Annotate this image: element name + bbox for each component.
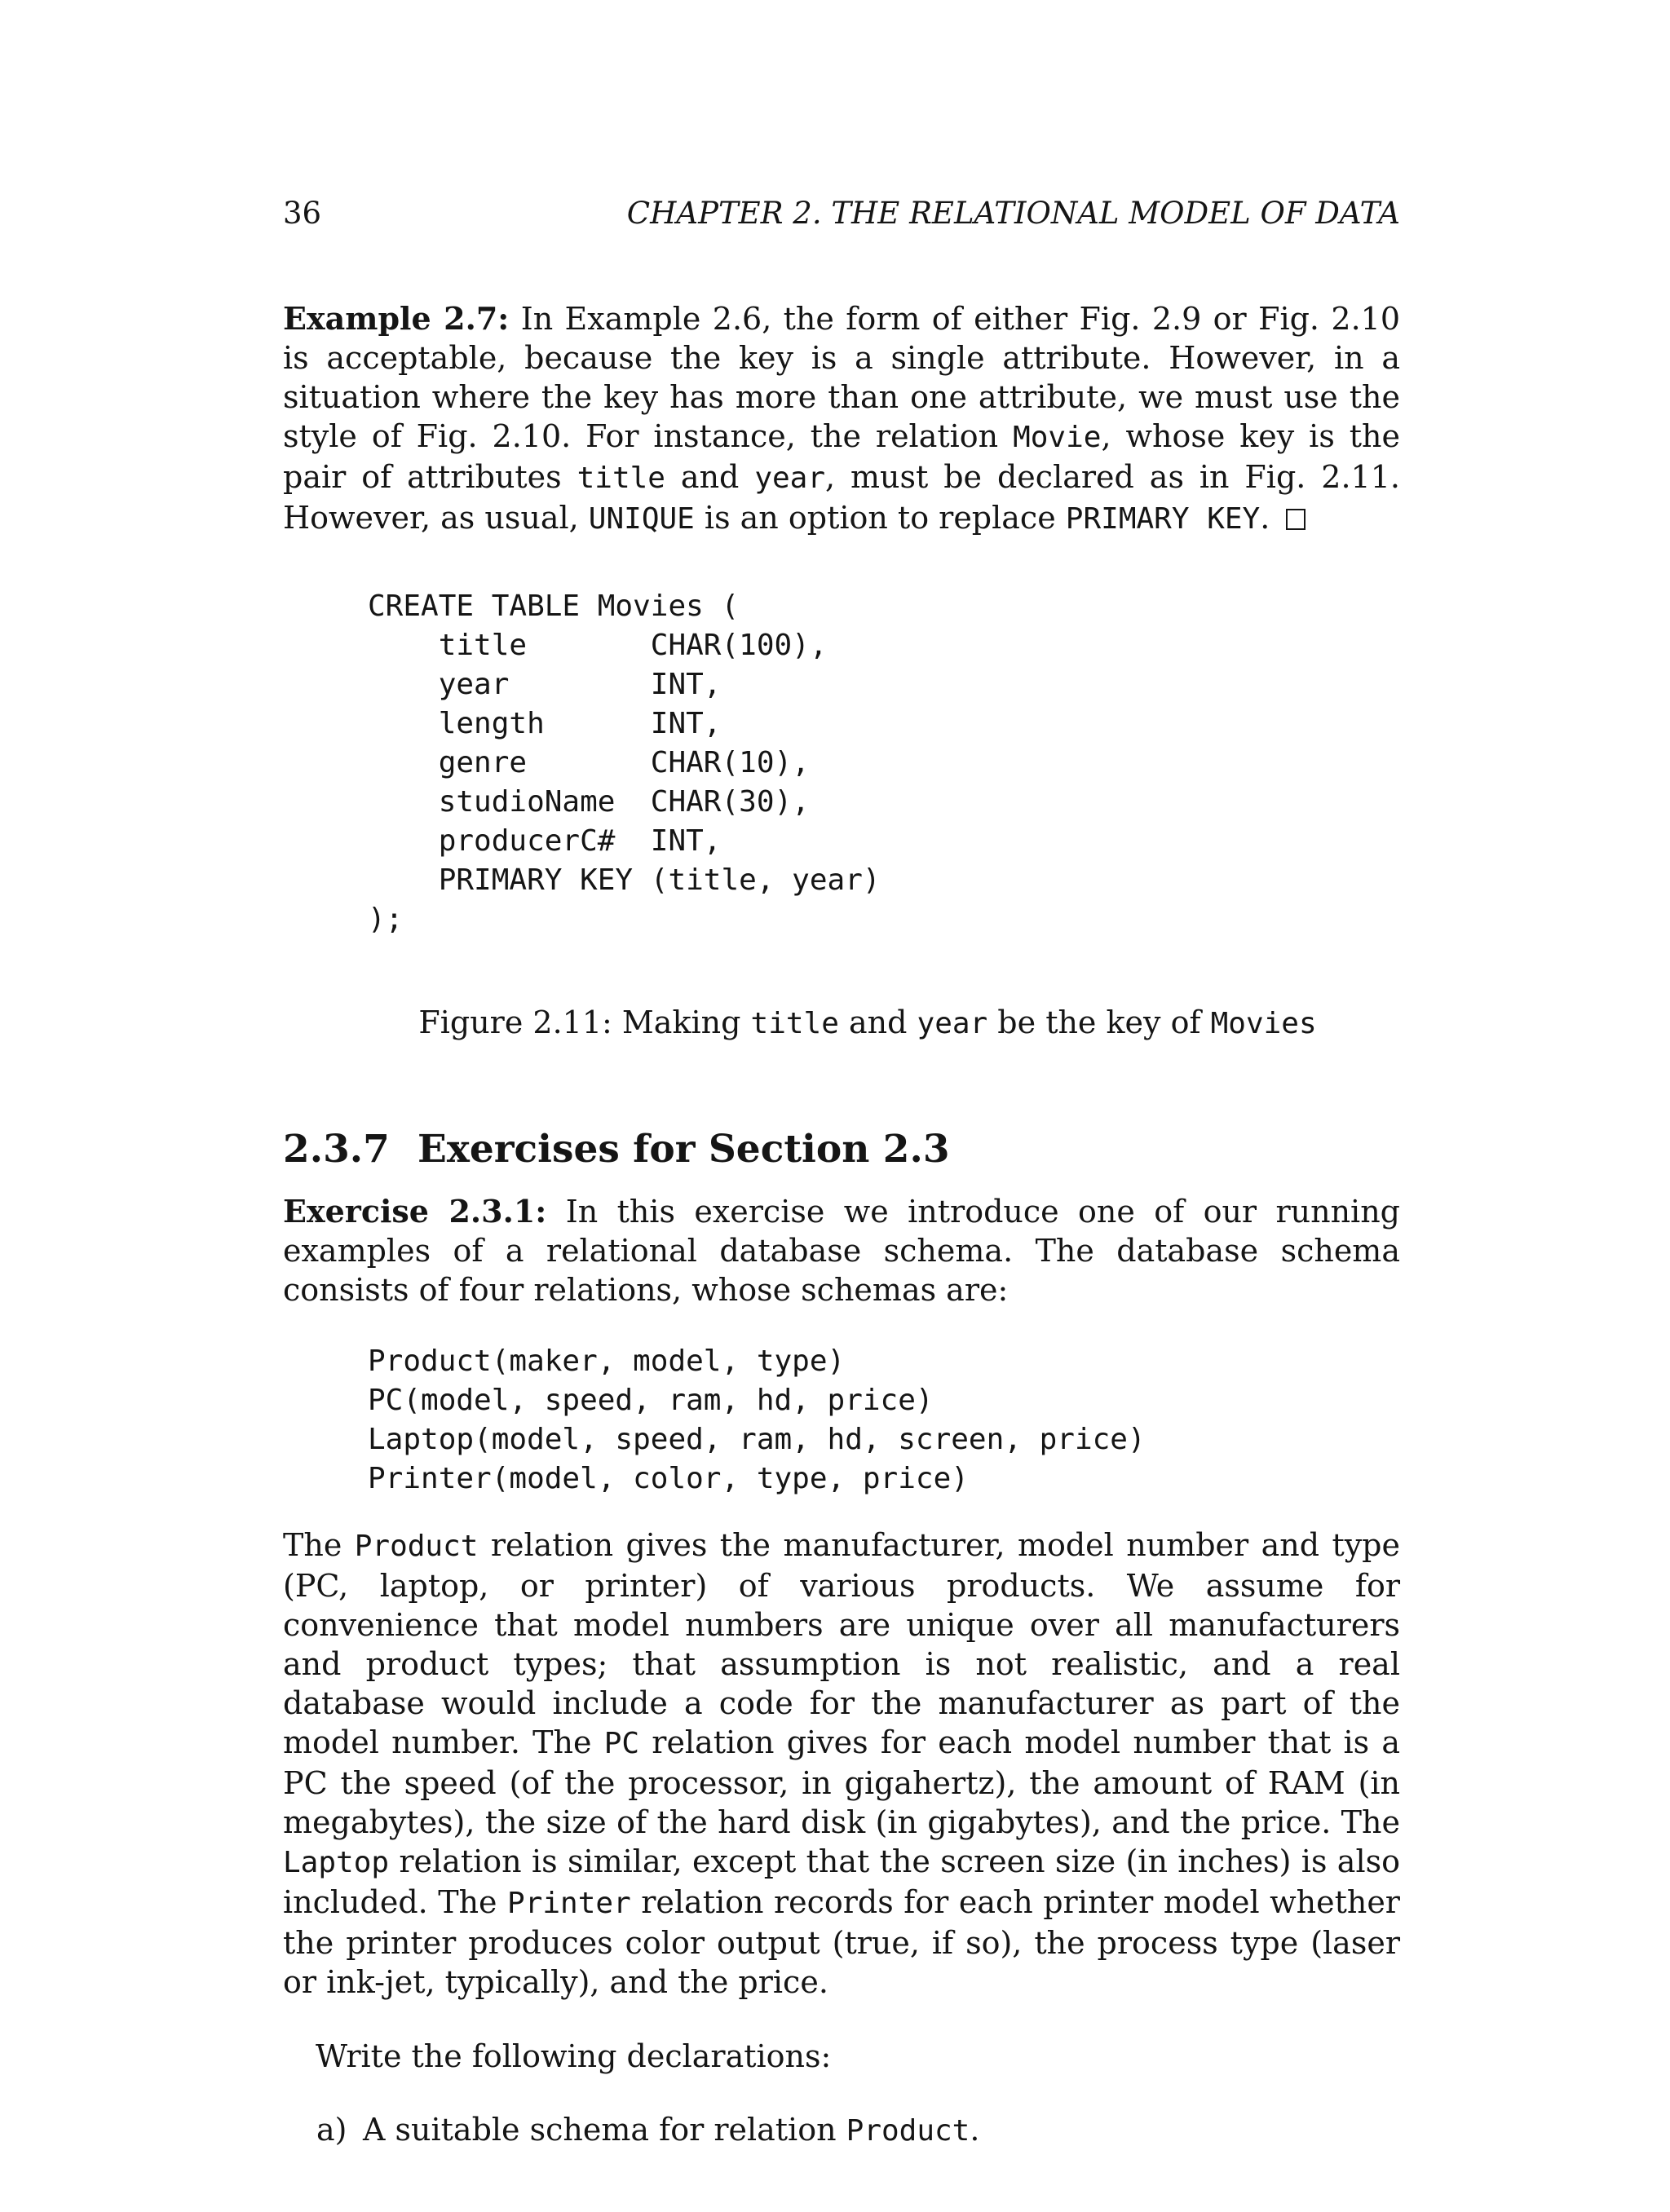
description-text: The <box>283 1527 355 1563</box>
code-line: year INT, <box>368 668 722 701</box>
description-text: relation gives for each model number that is a PC the speed (of the processor, in gigahertz), the amount of RAM (in megabytes), the size of the hard disk (in gigabytes), and the price. The <box>283 1724 1400 1840</box>
caption-text: and <box>838 1004 917 1040</box>
example-text: In Example 2.6, the form of either Fig. 2.9 or Fig. 2.10 is acceptable, because the key is a single attribute. However, in a situation where the key has more than one attribute, we must use the style of Fig. 2.10. For instance, the relation <box>283 301 1401 454</box>
code-line: ); <box>368 903 404 936</box>
schema-line: Laptop(model, speed, ram, hd, screen, price) <box>368 1423 1146 1456</box>
exercise-label: Exercise 2.3.1: <box>283 1193 547 1230</box>
exercise-text: In this exercise we introduce one of our running examples of a relational database schema. The database schema consists of four relations, whose schemas are: <box>283 1194 1401 1308</box>
description-text: relation is similar, except that the screen size (in inches) is also included. The <box>283 1843 1400 1920</box>
description-text: relation records for each printer model whether the printer produces color output (true, if so), the process type (laser or ink-jet, typically), and the price. <box>283 1884 1400 2000</box>
example-label: Example 2.7: <box>283 300 510 337</box>
example-text: , must be declared as in Fig. 2.11. However, as usual, <box>283 459 1400 536</box>
end-of-example-icon <box>1286 509 1306 530</box>
inline-code: Movies <box>1210 1007 1317 1040</box>
figure-code-block <box>368 587 881 939</box>
code-line: length INT, <box>368 707 722 740</box>
description-text: relation gives the manufacturer, model number and type (PC, laptop, or printer) of various products. We assume for convenience that model numbers are unique over all manufacturers and product types; that assumption is not realistic, and a real database would include a code for the manufacturer as part of the model number. The <box>283 1527 1400 1760</box>
code-line: PRIMARY KEY (title, year) <box>368 863 881 897</box>
code-line: title CHAR(100), <box>368 629 828 662</box>
page-header <box>283 196 1400 245</box>
schema-line: Product(maker, model, type) <box>368 1344 846 1378</box>
schema-list <box>368 1342 1146 1499</box>
inline-code: UNIQUE <box>588 502 695 536</box>
inline-code: Printer <box>507 1887 631 1920</box>
example-text: . <box>1260 500 1270 536</box>
inline-code: title <box>577 461 665 495</box>
code-line: producerC# INT, <box>368 824 722 858</box>
inline-code: year <box>917 1007 988 1040</box>
caption-text: be the key of <box>987 1004 1211 1040</box>
list-marker: a) <box>316 2112 347 2148</box>
section-title: Exercises for Section 2.3 <box>418 1127 950 1172</box>
running-head: CHAPTER 2. THE RELATIONAL MODEL OF DATA <box>626 196 1400 231</box>
list-item-end: . <box>970 2112 980 2148</box>
exercise-paragraph <box>283 1192 1400 1309</box>
inline-code: PRIMARY KEY <box>1065 502 1261 536</box>
list-item-text: A suitable schema for relation <box>363 2112 846 2148</box>
instruction-text: Write the following declarations: <box>316 2038 832 2074</box>
page-number: 36 <box>283 196 322 231</box>
schema-line: Printer(model, color, type, price) <box>368 1462 969 1495</box>
code-line: CREATE TABLE Movies ( <box>368 589 740 623</box>
list-item <box>316 2112 979 2148</box>
code-line: genre CHAR(10), <box>368 746 810 779</box>
description-paragraph <box>283 1525 1400 2002</box>
example-text: is an option to replace <box>694 500 1066 536</box>
caption-text: Figure 2.11: Making <box>418 1004 751 1040</box>
inline-code: PC <box>603 1727 640 1760</box>
example-text: and <box>665 459 755 495</box>
example-text: , whose key is the pair of attributes <box>283 418 1400 495</box>
section-heading <box>283 1127 950 1172</box>
code-line: studioName CHAR(30), <box>368 785 810 819</box>
figure-caption <box>0 1004 1670 1040</box>
inline-code: Movie <box>1013 421 1102 454</box>
inline-code: title <box>750 1007 839 1040</box>
inline-code: year <box>754 461 826 495</box>
schema-line: PC(model, speed, ram, hd, price) <box>368 1384 934 1417</box>
inline-code: Product <box>846 2114 970 2148</box>
inline-code: Laptop <box>283 1846 390 1879</box>
example-paragraph <box>283 299 1400 539</box>
inline-code: Product <box>354 1530 479 1563</box>
section-number: 2.3.7 <box>283 1127 390 1172</box>
